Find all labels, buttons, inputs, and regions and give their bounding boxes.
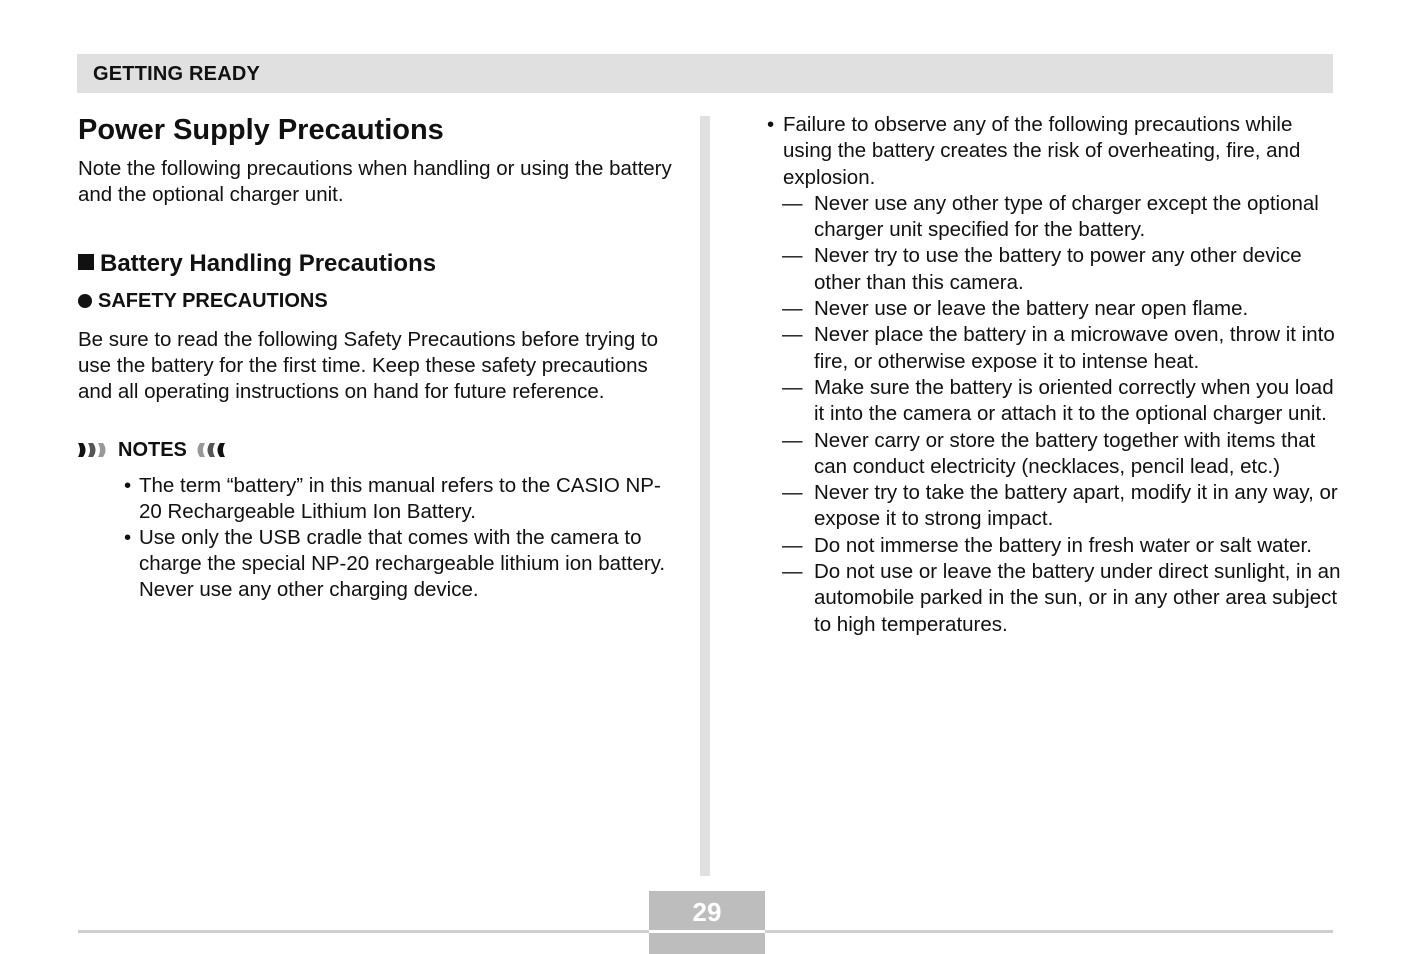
precaution-text: Do not use or leave the battery under direct sunlight, in an automobile parked in the sun, or in any other area subject to high temperatures. <box>814 560 1341 636</box>
notes-label: NOTES <box>118 439 187 461</box>
precaution-text: Never carry or store the battery together with items that can conduct electricity (necklaces, pencil lead, etc.) <box>814 428 1316 478</box>
section-heading-text: Battery Handling Precautions <box>100 250 437 277</box>
section-header-bar <box>77 54 1333 93</box>
sub-heading <box>78 288 678 314</box>
precaution-item: — Never use any other type of charger except the optional charger unit specified for the battery. <box>782 191 1319 242</box>
section-label: GETTING READY <box>93 63 261 85</box>
precaution-item: — Never place the battery in a microwave oven, throw it into fire, or otherwise expose it to intense heat. <box>782 323 1335 373</box>
square-bullet-icon <box>78 254 94 270</box>
page-number: 29 <box>692 897 722 927</box>
precaution-text: Make sure the battery is oriented correctly when you load it into the camera or attach it to the optional charger unit. <box>814 375 1334 426</box>
bullet-dot: • <box>767 113 775 136</box>
precaution-text: Never place the battery in a microwave oven, throw it into fire, or otherwise expose it to intense heat. <box>814 323 1335 373</box>
note-item: • Use only the USB cradle that comes with the camera to charge the special NP-20 rechargeable lithium ion battery. Never use any other charging device. <box>124 525 678 603</box>
precaution-text: Never use any other type of charger except the optional charger unit specified for the battery. <box>814 191 1319 242</box>
precaution-text: Never use or leave the battery near open flame. <box>814 297 1249 321</box>
column-divider <box>700 116 710 876</box>
precaution-item: — Never use or leave the battery near open flame. <box>782 297 1249 321</box>
page-title: Power Supply Precautions <box>78 114 444 146</box>
notes-left-arrows-icon <box>78 442 110 458</box>
precaution-item: — Make sure the battery is oriented correctly when you load it into the camera or attach it to the optional charger unit. <box>782 375 1334 426</box>
intro-paragraph: Note the following precautions when handling or using the battery and the optional charger unit. <box>78 157 672 206</box>
notes-right-arrows-icon <box>193 442 225 458</box>
precaution-item: — Never carry or store the battery together with items that can conduct electricity (necklaces, pencil lead, etc.) <box>782 428 1316 478</box>
main-bullet-text: Failure to observe any of the following precautions while using the battery creates the risk of overheating, fire, and explosion. <box>783 113 1301 189</box>
note-item: • The term “battery” in this manual refers to the CASIO NP-20 Rechargeable Lithium Ion Battery. <box>124 473 678 525</box>
notes-heading <box>78 437 678 463</box>
precaution-item: — Do not immerse the battery in fresh water or salt water. <box>782 533 1312 557</box>
precaution-item: — Do not use or leave the battery under direct sunlight, in an automobile parked in the sun, or in any other area subject to high temperatures. <box>782 560 1341 636</box>
page-number-box <box>649 891 765 954</box>
circle-bullet-icon <box>78 294 92 308</box>
precaution-text: Never try to take the battery apart, modify it in any way, or expose it to strong impact. <box>814 481 1338 531</box>
notes-list <box>124 473 678 603</box>
precaution-item: — Never try to take the battery apart, modify it in any way, or expose it to strong impact. <box>782 481 1338 531</box>
right-column <box>767 112 1342 638</box>
precaution-item: — Never try to use the battery to power any other device other than this camera. <box>782 244 1302 294</box>
main-bullet <box>767 112 1342 191</box>
page-box-gap <box>649 930 765 933</box>
precaution-text: Do not immerse the battery in fresh water or salt water. <box>814 533 1312 557</box>
precaution-text: Never try to use the battery to power any other device other than this camera. <box>814 244 1302 294</box>
left-column <box>78 112 678 603</box>
safety-paragraph: Be sure to read the following Safety Precautions before trying to use the battery for the first time. Keep these safety precautions and all operating instructions on hand for future reference. <box>78 328 659 403</box>
precaution-list <box>782 191 1342 638</box>
sub-heading-text: SAFETY PRECAUTIONS <box>98 290 328 312</box>
section-heading <box>78 249 678 279</box>
